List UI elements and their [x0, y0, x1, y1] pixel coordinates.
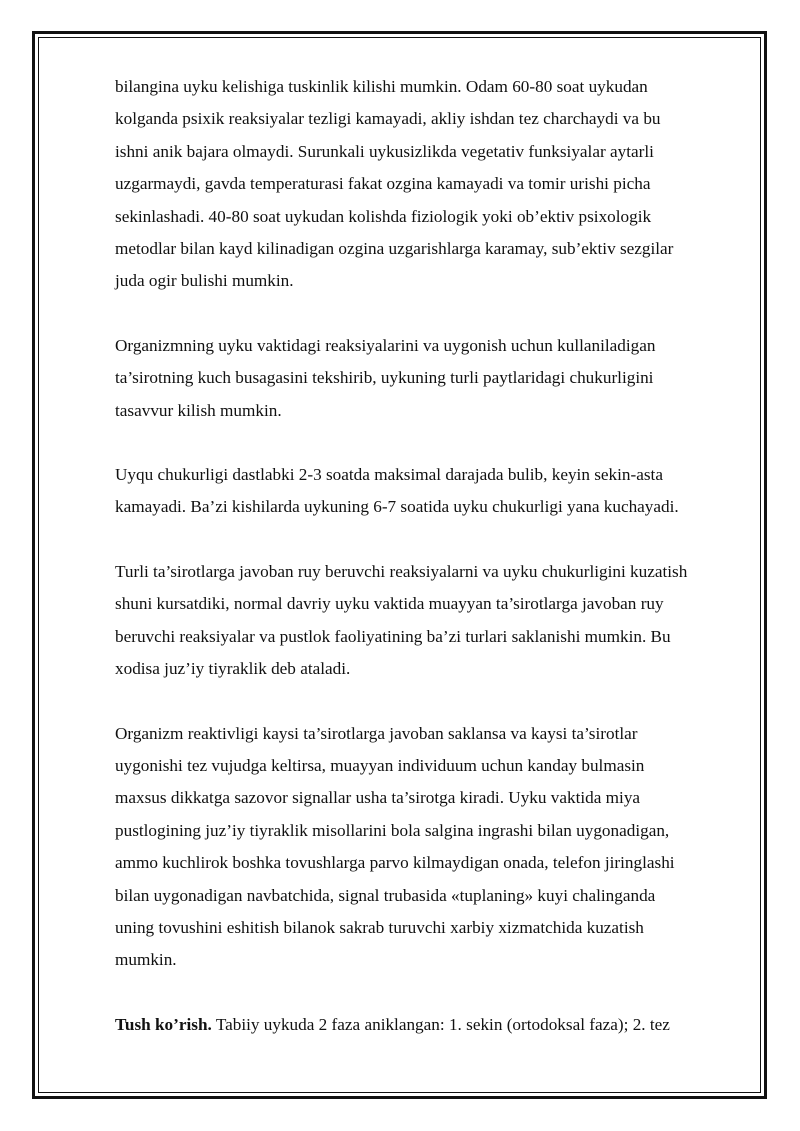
- text-line: bilan uygonadigan navbatchida, signal trubasida «tuplaning» kuyi chalinganda: [115, 885, 656, 905]
- text-line: [115, 1009, 745, 1041]
- text-line: sekinlashadi. 40-80 soat uykudan kolishda fiziologik yoki ob’ektiv psixologik: [115, 206, 652, 226]
- text-line: maxsus dikkatga sazovor signallar usha ta’sirotga kiradi. Uyku vaktida miya: [115, 788, 641, 808]
- paragraph-sleep-deprivation: [115, 71, 745, 298]
- document-body: [115, 71, 745, 1073]
- paragraph-partial-wakefulness: [115, 556, 745, 686]
- text-line: beruvchi reaksiyalar va pustlok faoliyatining ba’zi turlari saklanishi mumkin. Bu: [115, 626, 671, 646]
- text-line: uning tovushini eshitish bilanok sakrab turuvchi xarbiy xizmatchida kuzatish: [115, 917, 644, 937]
- text-line: Uyqu chukurligi dastlabki 2-3 soatda maksimal darajada bulib, keyin sekin-asta: [115, 465, 663, 485]
- text-line: ishni anik bajara olmaydi. Surunkali uykusizlikda vegetativ funksiyalar aytarli: [115, 141, 654, 161]
- paragraph-reactivity-examples: [115, 718, 745, 977]
- dreaming-text: Tabiiy uykuda 2 faza aniklangan: 1. sekin (ortodoksal faza); 2. tez: [211, 1014, 670, 1034]
- text-line: kamayadi. Ba’zi kishilarda uykuning 6-7 soatida uyku chukurligi yana kuchayadi.: [115, 497, 679, 517]
- text-line: bilangina uyku kelishiga tuskinlik kilishi mumkin. Odam 60-80 soat uykudan: [115, 77, 648, 96]
- paragraph-sleep-reactions: [115, 330, 745, 427]
- text-line: kolganda psixik reaksiyalar tezligi kamayadi, akliy ishdan tez charchaydi va bu: [115, 109, 661, 129]
- text-line: shuni kursatdiki, normal davriy uyku vaktida muayyan ta’sirotlarga javoban ruy: [115, 594, 664, 614]
- text-line: uygonishi tez vujudga keltirsa, muayyan individuum uchun kanday bulmasin: [115, 755, 645, 775]
- text-line: mumkin.: [115, 950, 177, 970]
- text-line: ammo kuchlirok boshka tovushlarga parvo kilmaydigan onada, telefon jiringlashi: [115, 853, 675, 873]
- paragraph-sleep-depth: [115, 459, 745, 524]
- text-line: Organizmning uyku vaktidagi reaksiyalarini va uygonish uchun kullaniladigan: [115, 335, 656, 355]
- section-heading-dreaming: Tush ko’rish.: [115, 1014, 212, 1034]
- text-line: pustlogining juz’iy tiyraklik misollarini bola salgina ingrashi bilan uygonadigan,: [115, 820, 670, 840]
- text-line: ta’sirotning kuch busagasini tekshirib, uykuning turli paytlaridagi chukurligini: [115, 368, 654, 388]
- paragraph-dreaming: [115, 1009, 745, 1041]
- text-line: tasavvur kilish mumkin.: [115, 400, 282, 420]
- text-line: Organizm reaktivligi kaysi ta’sirotlarga javoban saklansa va kaysi ta’sirotlar: [115, 723, 638, 743]
- text-line: xodisa juz’iy tiyraklik deb ataladi.: [115, 659, 351, 679]
- text-line: juda ogir bulishi mumkin.: [115, 271, 294, 291]
- text-line: metodlar bilan kayd kilinadigan ozgina uzgarishlarga karamay, sub’ektiv sezgilar: [115, 239, 674, 259]
- text-line: Turli ta’sirotlarga javoban ruy beruvchi reaksiyalarni va uyku chukurligini kuzatish: [115, 561, 688, 581]
- text-line: uzgarmaydi, gavda temperaturasi fakat ozgina kamayadi va tomir urishi picha: [115, 174, 651, 194]
